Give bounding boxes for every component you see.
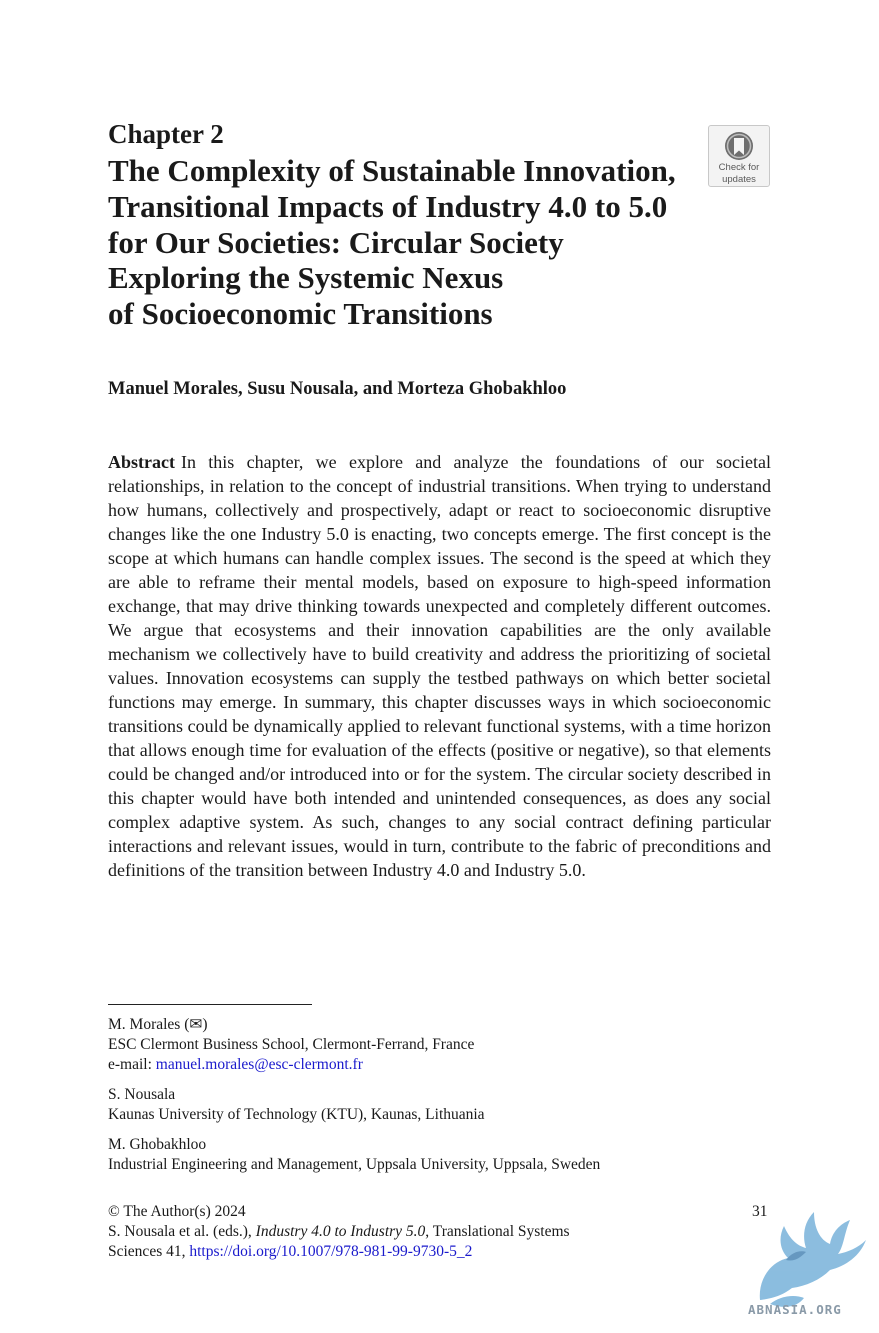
title-line: The Complexity of Sustainable Innovation,: [108, 153, 676, 188]
affiliation-nousala: [108, 1085, 485, 1125]
institution: Kaunas University of Technology (KTU), Kaunas, Lithuania: [108, 1106, 485, 1123]
institution: Industrial Engineering and Management, Uppsala University, Uppsala, Sweden: [108, 1156, 601, 1173]
title-line: for Our Societies: Circular Society: [108, 224, 564, 260]
author-name-close: ): [202, 1016, 208, 1033]
watermark-text: ABNASIA.ORG: [748, 1302, 842, 1317]
citation-footer: [108, 1202, 570, 1262]
title-line: of Socioeconomic Transitions: [108, 296, 493, 332]
doi-link[interactable]: https://doi.org/10.1007/978-981-99-9730-5_2: [189, 1243, 473, 1260]
abstract: [108, 450, 771, 882]
badge-text-line1: Check for: [718, 162, 760, 173]
footnote-divider: [108, 1004, 312, 1005]
author-name: M. Morales (: [108, 1016, 190, 1033]
email-link[interactable]: manuel.morales@esc-clermont.fr: [155, 1056, 363, 1073]
copyright: © The Author(s) 2024: [108, 1203, 246, 1220]
abstract-label: Abstract: [108, 452, 175, 472]
mail-icon: ✉: [189, 1016, 203, 1033]
author-name: M. Ghobakhloo: [108, 1136, 207, 1153]
book-title: Industry 4.0 to Industry 5.0: [255, 1223, 426, 1240]
series: Sciences 41,: [108, 1243, 190, 1260]
affiliation-morales: [108, 1015, 474, 1075]
abstract-text: In this chapter, we explore and analyze the foundations of our societal relationships, in relation to the concept of industrial transitions. When trying to understand how humans, collectively and prospectively, adapt or react to socioeconomic disruptive changes like the one Industry 5.0 is enacting, two concepts emerge. The first concept is the scope at which humans can handle complex issues. The second is the speed at which they are able to reframe their mental models, based on exposure to high-speed information exchange, that may drive thinking towards unexpected and completely different outcomes. We argue that ecosystems and their innovation capabilities are the only available mechanism we collectively have to build creativity and address the prioritizing of societal values. Innovation ecosystems can supply the testbed pathways on which better societal functions may emerge. In summary, this chapter discusses ways in which socioeconomic transitions could be dynamically applied to relevant functional systems, with a time horizon that allows enough time for evaluation of the effects (positive or negative), so that elements could be changed and/or introduced into or for the system. The circular society described in this chapter would have both intended and unintended consequences, as does any social complex adaptive system. As such, changes to any social contract defining particular interactions and relevant issues, would in turn, contribute to the fabric of preconditions and definitions of the transition between Industry 4.0 and Industry 5.0.: [108, 452, 771, 880]
title-line: Transitional Impacts of Industry 4.0 to 5.0: [108, 188, 668, 224]
author-name: S. Nousala: [108, 1086, 176, 1103]
page-number: 31: [752, 1203, 768, 1220]
title-line: Exploring the Systemic Nexus: [108, 260, 504, 296]
email-label: e-mail:: [108, 1056, 156, 1073]
citation-prefix: S. Nousala et al. (eds.),: [108, 1223, 256, 1240]
check-for-updates-badge[interactable]: [708, 125, 770, 187]
institution: ESC Clermont Business School, Clermont-Ferrand, France: [108, 1036, 475, 1053]
affiliation-ghobakhloo: [108, 1135, 600, 1175]
chapter-label: Chapter 2: [108, 119, 224, 149]
bookmark-check-icon: [723, 131, 755, 161]
author-list: Manuel Morales, Susu Nousala, and Morteza Ghobakhloo: [108, 379, 567, 399]
chapter-title: [108, 153, 708, 332]
badge-text-line2: updates: [722, 173, 756, 185]
citation-suffix: , Translational Systems: [425, 1223, 570, 1240]
